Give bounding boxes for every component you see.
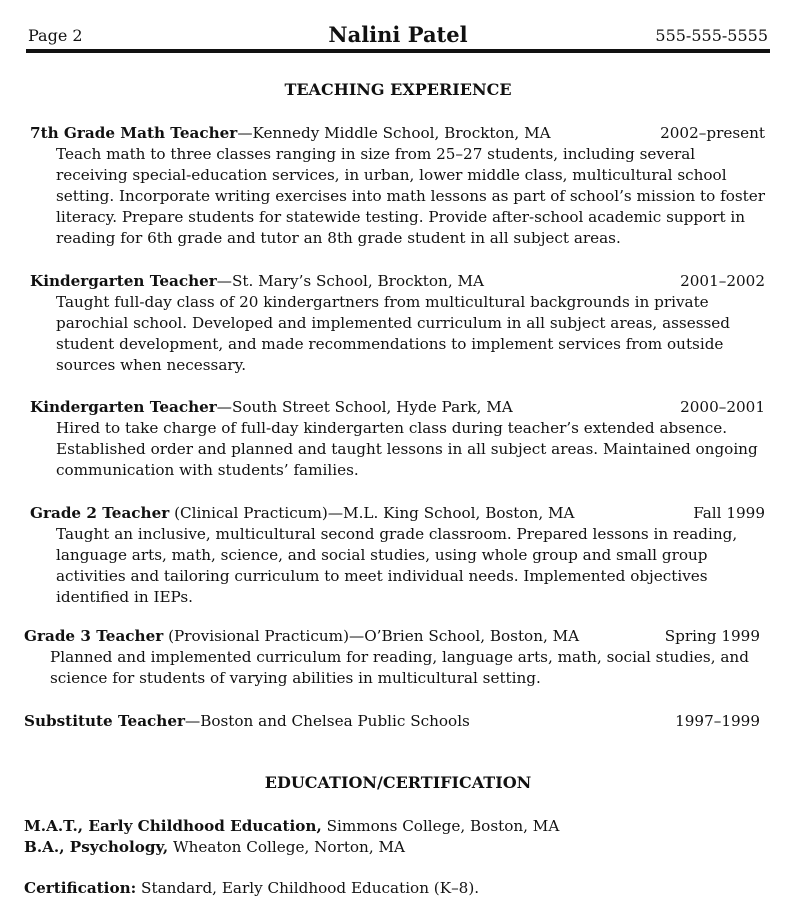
job-entry (30, 397, 765, 481)
job-heading (24, 626, 760, 647)
job-role (24, 626, 579, 647)
job-description: Taught an inclusive, multicultural second grade classroom. Prepared lessons in reading, language arts, math, science, and social studies, using whole group and small group activities and tailoring curriculum to meet individual needs. Implemented objectives identified in IEPs. (56, 525, 738, 606)
job-entry (30, 123, 765, 249)
section-title-education: EDUCATION/CERTIFICATION (264, 773, 532, 792)
job-dates: 2001–2002 (680, 272, 765, 290)
page-number: Page 2 (28, 26, 83, 45)
job-dates: Spring 1999 (664, 627, 760, 645)
job-qualifier: (Provisional Practicum) (163, 627, 350, 645)
job-entry (30, 271, 765, 376)
education-entry (24, 837, 405, 858)
candidate-name: Nalini Patel (328, 22, 468, 47)
job-role (30, 503, 575, 524)
school: Simmons College, Boston, MA (321, 817, 560, 835)
job-employer: —O’Brien School, Boston, MA (349, 627, 580, 645)
job-employer: —St. Mary’s School, Brockton, MA (216, 272, 484, 290)
job-employer: —Kennedy Middle School, Brockton, MA (237, 124, 551, 142)
job-heading (24, 711, 760, 732)
education-entry (24, 816, 559, 837)
job-entry (30, 503, 765, 608)
job-role (30, 271, 484, 292)
phone-number: 555-555-5555 (655, 26, 768, 45)
job-dates: 2000–2001 (680, 398, 765, 416)
section-title-teaching-experience: TEACHING EXPERIENCE (284, 80, 512, 99)
job-employer: —South Street School, Hyde Park, MA (216, 398, 513, 416)
job-title: Kindergarten Teacher (30, 398, 217, 416)
job-description: Hired to take charge of full-day kindergarten class during teacher’s extended absence. Established order and planned and taught lessons in all subject areas. Maintained ongoing communication with students’ families. (56, 419, 758, 479)
job-employer: —M.L. King School, Boston, MA (327, 504, 575, 522)
certification-label: Certification: (24, 879, 137, 897)
job-role (30, 123, 551, 144)
degree: M.A.T., Early Childhood Education, (24, 817, 322, 835)
job-dates: Fall 1999 (693, 504, 765, 522)
job-employer: —Boston and Chelsea Public Schools (185, 712, 470, 730)
job-entry (24, 626, 760, 689)
job-role (30, 397, 513, 418)
page-header (28, 22, 768, 48)
job-description: Planned and implemented curriculum for reading, language arts, math, social studies, and science for students of varying abilities in multicultural setting. (50, 648, 749, 687)
job-title: Kindergarten Teacher (30, 272, 217, 290)
job-role (24, 711, 470, 732)
job-heading (30, 397, 765, 418)
job-dates: 2002–present (660, 124, 765, 142)
school: Wheaton College, Norton, MA (168, 838, 406, 856)
job-title: Grade 3 Teacher (24, 627, 164, 645)
job-description: Taught full-day class of 20 kindergartners from multicultural backgrounds in private parochial school. Developed and implemented curriculum in all subject areas, assessed student development, and made recommendations to implement services from outside sources when necessary. (56, 293, 731, 374)
certification-entry (24, 878, 479, 899)
job-heading (30, 123, 765, 144)
job-heading (30, 503, 765, 524)
job-title: 7th Grade Math Teacher (30, 124, 238, 142)
degree: B.A., Psychology, (24, 838, 169, 856)
job-dates: 1997–1999 (675, 712, 760, 730)
job-qualifier: (Clinical Practicum) (169, 504, 328, 522)
certification-text: Standard, Early Childhood Education (K–8). (136, 879, 480, 897)
job-title: Grade 2 Teacher (30, 504, 170, 522)
header-rule (26, 49, 770, 53)
job-description: Teach math to three classes ranging in size from 25–27 students, including several receiving special-education services, in urban, lower middle class, multicultural school setting. Incorporate writing exercises into math lessons as part of school’s mission to foster literacy. Prepare students for statewide testing. Provide after-school academic support in reading for 6th grade and tutor an 8th grade student in all subject areas. (56, 145, 765, 247)
job-heading (30, 271, 765, 292)
job-entry (24, 711, 760, 732)
job-title: Substitute Teacher (24, 712, 186, 730)
